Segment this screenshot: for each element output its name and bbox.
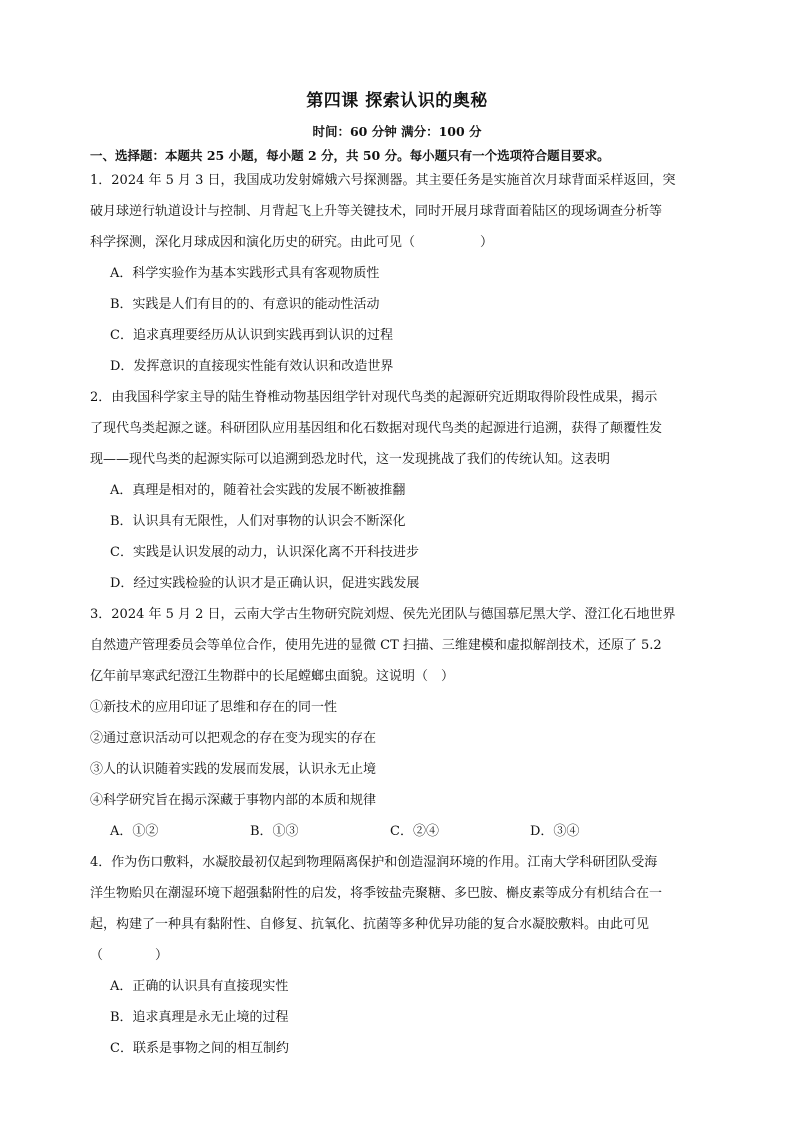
- page-title: 第四课 探索认识的奥秘: [306, 91, 488, 111]
- choice-b: B．①③: [250, 824, 299, 839]
- option-c: C．联系是事物之间的相互制约: [110, 1041, 289, 1056]
- statement-1: ①新技术的应用印证了思维和存在的同一性: [90, 700, 338, 715]
- question-text-line: 破月球逆行轨道设计与控制、月背起飞上升等关键技术，同时开展月球背面着陆区的现场调查分析等: [90, 204, 663, 219]
- option-a: A．真理是相对的，随着社会实践的发展不断被推翻: [110, 483, 406, 498]
- choice-c: C．②④: [390, 824, 439, 839]
- statement-2: ②通过意识活动可以把观念的存在变为现实的存在: [90, 731, 377, 746]
- question-text-line: 亿年前早寒武纪澄江生物群中的长尾螳螂虫面貌。这说明（ ）: [90, 669, 455, 684]
- choice-a: A．①②: [110, 824, 159, 839]
- question-text-line: 4．作为伤口敷料，水凝胶最初仅起到物理隔离保护和创造湿润环境的作用。江南大学科研团队受海: [90, 855, 658, 870]
- option-d: D．经过实践检验的认识才是正确认识，促进实践发展: [110, 576, 420, 591]
- question-list: [90, 170, 710, 1069]
- section-heading: 一、选择题：本题共 25 小题，每小题 2 分，共 50 分。每小题只有一个选项符合题目要求。: [90, 148, 610, 163]
- option-c: C．追求真理要经历从认识到实践再到认识的过程: [110, 328, 393, 343]
- question-text-line: 了现代鸟类起源之谜。科研团队应用基因组和化石数据对现代鸟类的起源进行追溯，获得了颠覆性发: [90, 421, 663, 436]
- option-b: B．实践是人们有目的的、有意识的能动性活动: [110, 297, 380, 312]
- question-1: [90, 170, 710, 387]
- question-text-line: 起，构建了一种具有黏附性、自修复、抗氧化、抗菌等多种优异功能的复合水凝胶敷料。由此可见: [90, 917, 650, 932]
- question-text-line: 3．2024 年 5 月 2 日，云南大学古生物研究院刘煜、侯先光团队与德国慕尼黑大学、澄江化石地世界: [90, 607, 676, 622]
- option-a: A．科学实验作为基本实践形式具有客观物质性: [110, 266, 380, 281]
- question-2: [90, 387, 710, 604]
- option-b: B．追求真理是永无止境的过程: [110, 1010, 289, 1025]
- choice-row: [90, 821, 710, 852]
- question-text-line: （ ）: [90, 948, 169, 963]
- option-b: B．认识具有无限性，人们对事物的认识会不断深化: [110, 514, 406, 529]
- option-c: C．实践是认识发展的动力，认识深化离不开科技进步: [110, 545, 419, 560]
- statement-4: ④科学研究旨在揭示深藏于事物内部的本质和规律: [90, 793, 377, 808]
- question-text-line: 科学探测，深化月球成因和演化历史的研究。由此可见（ ）: [90, 235, 494, 250]
- choice-d: D．③④: [530, 824, 580, 839]
- question-text-line: 现——现代鸟类的起源实际可以追溯到恐龙时代，这一发现挑战了我们的传统认知。这表明: [90, 452, 611, 467]
- statement-3: ③人的认识随着实践的发展而发展，认识永无止境: [90, 762, 377, 777]
- question-text-line: 自然遗产管理委员会等单位合作，使用先进的显微 CT 扫描、三维建模和虚拟解剖技术，还原了 5.2: [90, 638, 662, 653]
- question-text-line: 洋生物贻贝在潮湿环境下超强黏附性的启发，将季铵盐壳聚糖、多巴胺、槲皮素等成分有机结合在一: [90, 886, 663, 901]
- option-d: D．发挥意识的直接现实性能有效认识和改造世界: [110, 359, 394, 374]
- question-text-line: 1．2024 年 5 月 3 日，我国成功发射嫦娥六号探测器。其主要任务是实施首次月球背面采样返回，突: [90, 173, 676, 188]
- option-a: A．正确的认识具有直接现实性: [110, 979, 289, 994]
- question-text-line: 2．由我国科学家主导的陆生脊椎动物基因组学针对现代鸟类的起源研究近期取得阶段性成果，揭示: [90, 390, 658, 405]
- question-4: [90, 852, 710, 1069]
- question-3: [90, 604, 710, 852]
- exam-meta: 时间：60 分钟 满分：100 分: [312, 124, 482, 139]
